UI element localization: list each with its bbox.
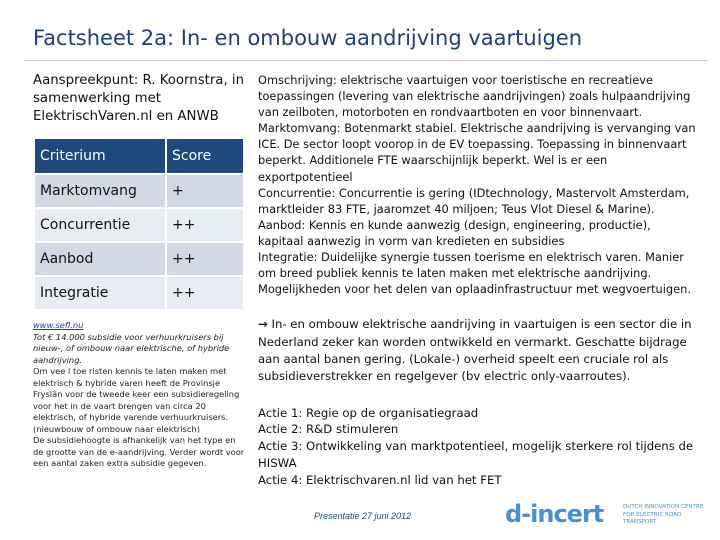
sefl-link[interactable]: www.sefl.nu — [33, 320, 84, 330]
description-marktomvang: Marktomvang: Botenmarkt stabiel. Elektrische aandrijving is vervanging van ICE. De sector loopt voorop in de EV toepassing. Toepassing in binnenvaart beperkt. Additionele FTE waarschijnlijk beperkt. Wel is er een exportpotentieel — [258, 121, 696, 184]
subsidy-detail: Om vee l toe risten kennis te laten maken met elektrisch & hybride varen heeft de Provinsje Fryslân voor de tweede keer een subsidieregeling voor het in de vaart brengen van circa 20 elektrisch, of hybride varende verhuurkruisers. (nieuwbouw of ombouw naar elektrisch) — [33, 366, 240, 434]
table-header-row — [34, 138, 244, 174]
conclusion-text: In- en ombouw elektrische aandrijving in vaartuigen is een sector die in Nederland zeker kan worden ontwikkeld en vermarkt. Geschatte bijdrage aan aantal banen gering. (Lokale-) overheid speelt een cruciale rol als subsidieverstrekker en regelgever (bv electric only-vaarroutes). — [258, 317, 692, 384]
contact-person: Aanspreekpunt: R. Koornstra, in samenwerking met ElektrischVaren.nl en ANWB — [33, 73, 245, 124]
action-item: Actie 1: Regie op de organisatiegraad — [258, 405, 479, 420]
subsidy-amount-note: De subsidiehoogte is afhankelijk van het type en de grootte van de e-aandrijving. Verder wordt voor een aantal zaken extra subsidie gegeven. — [33, 435, 245, 468]
criteria-table — [33, 137, 245, 311]
subsidy-summary: Tot € 14.000 subsidie voor verhuurkruisers bij nieuw-, of ombouw naar elektrische, of hybride aandrijving. — [33, 331, 230, 365]
presentation-date: Presentatie 27 juni 2012 — [314, 511, 412, 521]
title-divider — [24, 60, 708, 61]
action-item: Actie 4: Elektrischvaren.nl lid van het FET — [258, 472, 502, 487]
criterium-cell: Concurrentie — [34, 208, 166, 242]
logo-subtitle: DUTCH INNOVATION CENTRE FOR ELECTRIC ROAD TRANSPORT — [623, 504, 704, 525]
criterium-cell: Aanbod — [34, 242, 166, 276]
score-cell: ++ — [166, 276, 244, 310]
table-row — [34, 276, 244, 310]
table-header-score: Score — [166, 138, 244, 174]
action-list — [258, 405, 698, 489]
description-omschrijving: Omschrijving: elektrische vaartuigen voor toeristische en recreatieve toepassingen (levering van elektrische aandrijvingen) zoals hulpaandrijving van zeilboten, motorboten en rondvaartboten en voor binnenvaart. — [258, 73, 691, 120]
subsidy-notes — [33, 320, 245, 470]
action-item: Actie 2: R&D stimuleren — [258, 422, 399, 437]
criterium-cell: Integratie — [34, 276, 166, 310]
right-column — [258, 72, 698, 488]
description-aanbod: Aanbod: Kennis en kunde aanwezig (design, engineering, productie), kapitaal aanwezig in vorm van kredieten en subsidies — [258, 217, 651, 248]
criterium-cell: Marktomvang — [34, 174, 166, 208]
description-integratie: Integratie: Duidelijke synergie tussen toerisme en elektrisch varen. Manier om breed publiek kennis te laten maken met elektrische aandrijving. Mogelijkheden voor het delen van oplaadinfrastructuur met wegvoertuigen. — [258, 250, 691, 297]
table-row — [34, 208, 244, 242]
dincert-logo — [505, 499, 710, 533]
table-row — [34, 174, 244, 208]
conclusion — [258, 316, 698, 385]
logo-wordmark: d-incert — [505, 500, 604, 528]
left-column — [33, 72, 245, 470]
page-title: Factsheet 2a: In- en ombouw aandrijving vaartuigen — [33, 26, 583, 50]
table-header-criterium: Criterium — [34, 138, 166, 174]
table-row — [34, 242, 244, 276]
score-cell: ++ — [166, 208, 244, 242]
action-item: Actie 3: Ontwikkeling van marktpotentieel, mogelijk sterkere rol tijdens de HISWA — [258, 439, 694, 470]
score-cell: ++ — [166, 242, 244, 276]
score-cell: + — [166, 174, 244, 208]
description-concurrentie: Concurrentie: Concurrentie is gering (IDtechnology, Mastervolt Amsterdam, marktleider 83 FTE, jaaromzet 40 miljoen; Teus Vlot Diesel & Marine). — [258, 185, 690, 216]
arrow-right-icon: → — [258, 317, 268, 332]
